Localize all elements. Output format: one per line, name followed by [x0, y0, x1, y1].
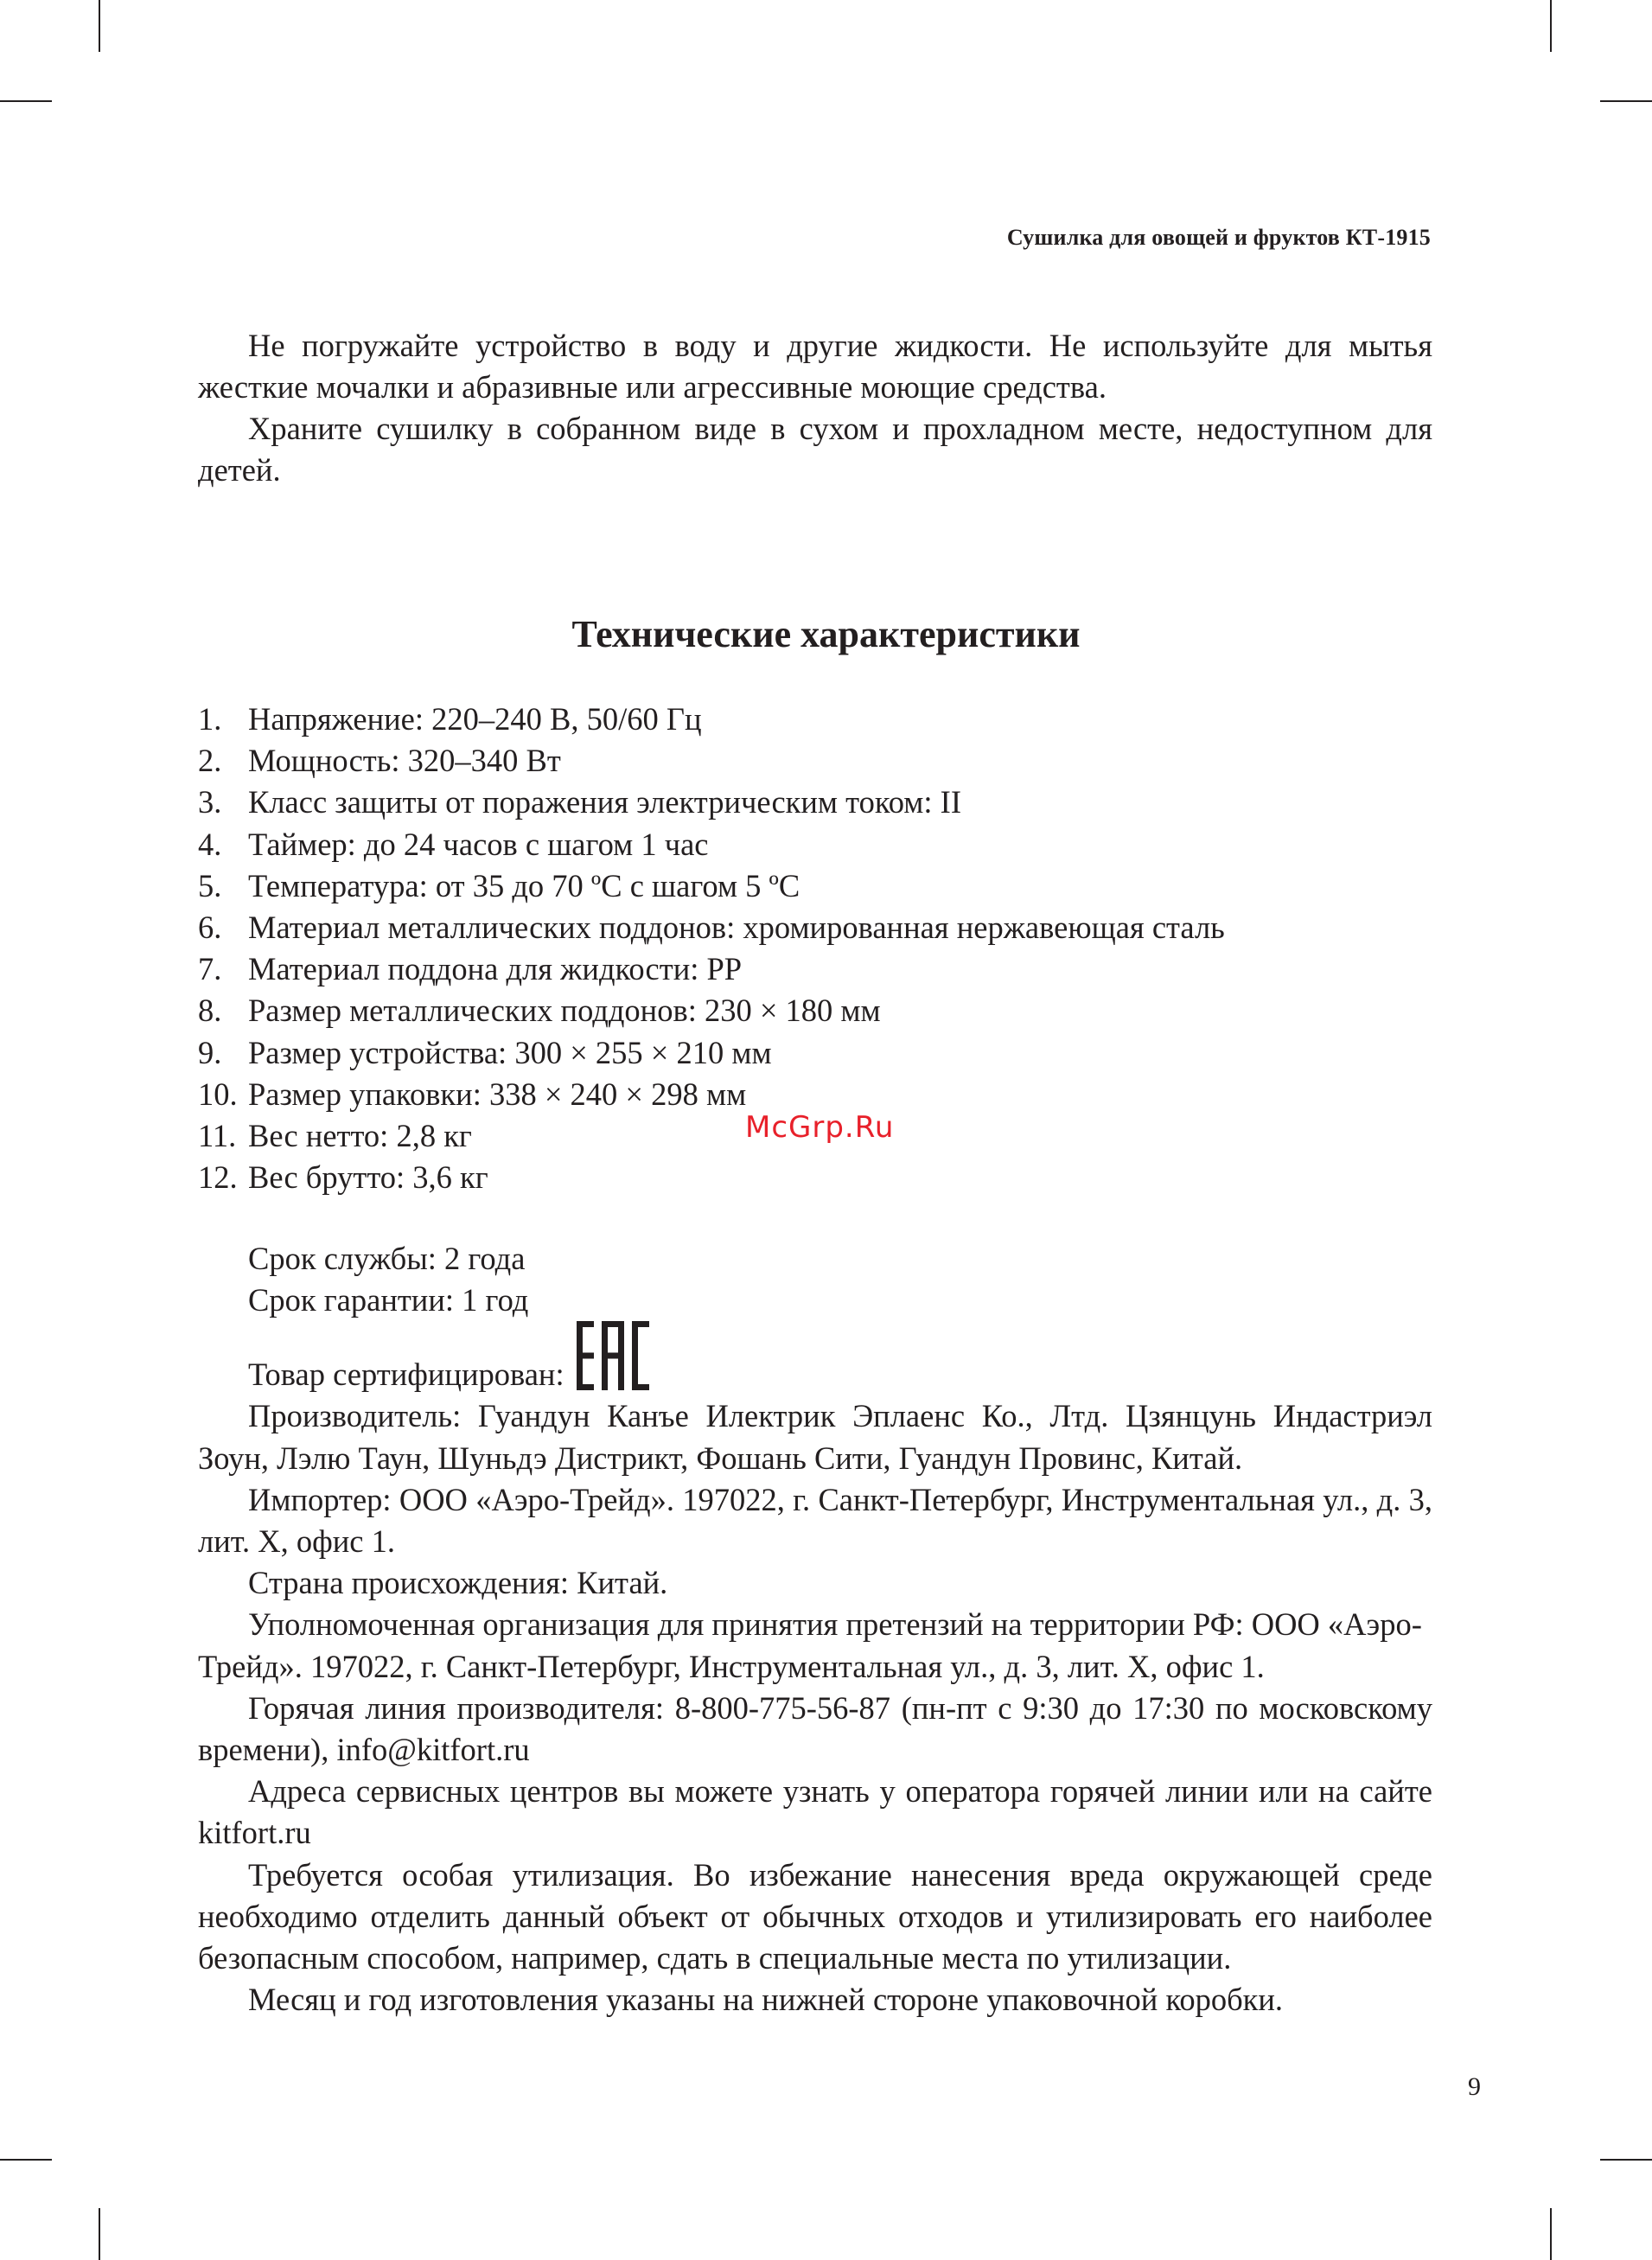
spec-text: Материал металлических поддонов: хромированная нержавеющая сталь	[248, 910, 1225, 946]
spec-number: 8.	[198, 993, 222, 1029]
spec-text: Вес брутто: 3,6 кг	[248, 1159, 488, 1196]
intro-paragraph: Не погружайте устройство в воду и другие жидкости. Не используйте для мытья жесткие мочалки и абразивные или агрессивные моющие средства.	[198, 328, 1432, 405]
spec-text: Напряжение: 220–240 В, 50/60 Гц	[248, 701, 702, 737]
watermark: McGrp.Ru	[745, 1110, 895, 1145]
spec-item	[198, 740, 1432, 782]
disposal-notice: Требуется особая утилизация. Во избежание нанесения вреда окружающей среде необходимо отделить данный объект от обычных отходов и утилизировать его наиболее безопасным способом, например, сдать в специальные места по утилизации.	[198, 1856, 1432, 1976]
running-header: Сушилка для овощей и фруктов КТ-1915	[1006, 225, 1431, 250]
spec-text: Размер металлических поддонов: 230 × 180 мм	[248, 993, 881, 1029]
importer: Импортер: ООО «Аэро-Трейд». 197022, г. Санкт-Петербург, Инструментальная ул., д. 3, лит. Х, офис 1.	[198, 1481, 1432, 1560]
spec-item	[198, 699, 1432, 740]
crop-mark	[1550, 0, 1552, 52]
info-section	[198, 1238, 1432, 2021]
spec-number: 7.	[198, 951, 222, 987]
spec-item	[198, 1032, 1432, 1074]
manufacture-date-note: Месяц и год изготовления указаны на нижней стороне упаковочной коробки.	[248, 1982, 1284, 2018]
spec-number: 10.	[198, 1076, 238, 1112]
eac-mark-icon	[577, 1321, 649, 1390]
spec-text: Размер упаковки: 338 × 240 × 298 мм	[248, 1076, 747, 1112]
country-of-origin: Страна происхождения: Китай.	[248, 1565, 668, 1601]
spec-text: Температура: от 35 до 70 ºС с шагом 5 ºС	[248, 867, 800, 903]
spec-text: Таймер: до 24 часов с шагом 1 час	[248, 826, 709, 862]
crop-mark	[1600, 100, 1652, 102]
spec-number: 9.	[198, 1034, 222, 1070]
spec-text: Мощность: 320–340 Вт	[248, 743, 561, 779]
spec-number: 6.	[198, 910, 222, 946]
crop-mark	[1600, 2159, 1652, 2161]
authorized-organization: Уполномоченная организация для принятия претензий на территории РФ: ООО «Аэро-Трейд». 197022, г. Санкт-Петербург, Инструментальная ул., д. 3, лит. Х, офис 1.	[198, 1606, 1422, 1684]
spec-number: 5.	[198, 867, 222, 903]
spec-number: 4.	[198, 826, 222, 862]
spec-text: Размер устройства: 300 × 255 × 210 мм	[248, 1034, 772, 1070]
manufacturer: Производитель: Гуандун Канъе Илектрик Эплаенс Ко., Лтд. Цзянцунь Индастриэл Зоун, Лэлю Таун, Шуньдэ Дистрикт, Фошань Сити, Гуандун Провинс, Китай.	[198, 1398, 1432, 1476]
certified-label: Товар сертифицирован:	[248, 1357, 564, 1393]
spec-number: 2.	[198, 743, 222, 779]
spec-number: 12.	[198, 1159, 238, 1196]
spec-item	[198, 948, 1432, 990]
crop-mark	[1550, 2208, 1552, 2260]
crop-mark	[99, 0, 100, 52]
spec-item	[198, 1157, 1432, 1198]
service-centers: Адреса сервисных центров вы можете узнать у оператора горячей линии или на сайте kitfort.ru	[198, 1773, 1432, 1851]
page-number: 9	[1468, 2072, 1481, 2101]
certification-line	[198, 1321, 1432, 1395]
intro-paragraph: Храните сушилку в собранном виде в сухом и прохладном месте, недоступном для детей.	[198, 411, 1432, 488]
spec-number: 1.	[198, 701, 222, 737]
crop-mark	[99, 2208, 100, 2260]
intro-section	[198, 325, 1432, 491]
hotline: Горячая линия производителя: 8-800-775-56-87 (пн-пт с 9:30 до 17:30 по московскому времени), info@kitfort.ru	[198, 1689, 1432, 1768]
spec-item	[198, 782, 1432, 823]
section-title: Технические характеристики	[571, 613, 1081, 655]
crop-mark	[0, 2159, 52, 2161]
spec-text: Класс защиты от поражения электрическим током: II	[248, 784, 961, 820]
spec-text: Материал поддона для жидкости: PP	[248, 951, 743, 987]
spec-text: Вес нетто: 2,8 кг	[248, 1118, 472, 1154]
spec-item	[198, 1074, 1432, 1115]
spec-number: 11.	[198, 1118, 237, 1154]
spec-item	[198, 907, 1432, 948]
crop-mark	[0, 100, 52, 102]
spec-number: 3.	[198, 784, 222, 820]
spec-item	[198, 865, 1432, 907]
warranty: Срок гарантии: 1 год	[248, 1282, 529, 1318]
service-life: Срок службы: 2 года	[248, 1241, 526, 1276]
spec-item	[198, 824, 1432, 865]
spec-item	[198, 990, 1432, 1031]
